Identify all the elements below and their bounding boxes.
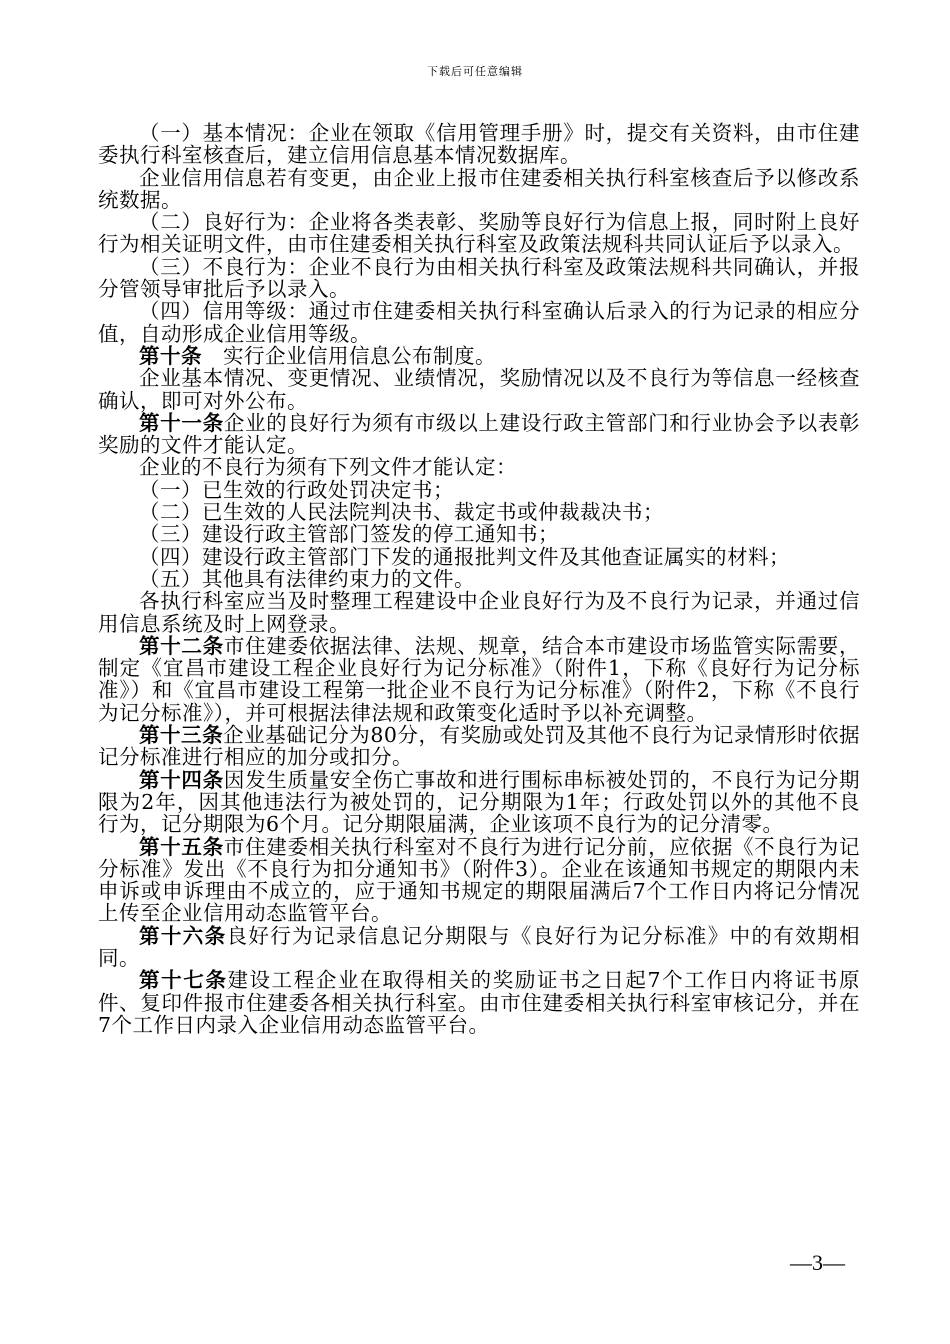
list-item: （二）已生效的人民法院判决书、裁定书或仲裁裁决书；	[139, 500, 664, 525]
article-number: 第十七条	[139, 968, 228, 993]
paragraph: （二）良好行为：企业将各类表彰、奖励等良好行为信息上报，同时附上良好行为相关证明文件，由市住建委相关执行科室及政策法规科共同认证后予以录入。	[98, 210, 860, 257]
paragraph: 企业基本情况、变更情况、业绩情况，奖励情况以及不良行为等信息一经核查确认，即可对外公布。	[98, 366, 860, 413]
article-number: 第十六条	[139, 923, 227, 948]
article-paragraph: 第十四条因发生质量安全伤亡事故和进行围标串标被处罚的，不良行为记分期限为2年，因其他违法行为被处罚的，记分期限为1年；行政处罚以外的其他不良行为，记分期限为6个月。记分期限届满，企业该项不良行为的记分清零。	[98, 767, 861, 837]
list-item: （一）已生效的行政处罚决定书；	[139, 477, 454, 502]
article-number: 第十四条	[139, 767, 224, 792]
paragraph: 各执行科室应当及时整理工程建设中企业良好行为及不良行为记录，并通过信用信息系统及时上网登录。	[98, 589, 860, 636]
article-number: 第十一条	[139, 410, 224, 435]
article-number: 第十二条	[139, 633, 224, 658]
paragraph: （三）不良行为：企业不良行为由相关执行科室及政策法规科共同确认，并报分管领导审批后予以录入。	[98, 254, 860, 302]
list-item: （五）其他具有法律约束力的文件。	[139, 566, 475, 591]
paragraph: 企业信用信息若有变更，由企业上报市住建委相关执行科室核查后予以修改系统数据。	[98, 165, 860, 212]
paragraph: 企业的不良行为须有下列文件才能认定：	[139, 455, 517, 480]
article-paragraph: 第十条 实行企业信用信息公布制度。	[139, 343, 496, 368]
article-number: 第十条	[139, 343, 202, 368]
article-paragraph: 第十六条良好行为记录信息记分期限与《良好行为记分标准》中的有效期相同。	[98, 923, 860, 970]
page-number: —3—	[790, 1250, 845, 1275]
article-number: 第十五条	[139, 834, 224, 859]
article-number: 第十三条	[139, 723, 224, 748]
article-paragraph: 第十二条市住建委依据法律、法规、规章，结合本市建设市场监管实际需要，制定《宜昌市建设工程企业良好行为记分标准》（附件1，下称《良好行为记分标准》）和《宜昌市建设工程第一批企业不良行为记分标准》（附件2，下称《不良行为记分标准》），并可根据法律法规和政策变化适时予以补充调整。	[98, 633, 861, 725]
article-paragraph: 第十五条市住建委相关执行科室对不良行为进行记分前，应依据《不良行为记分标准》发出《不良行为扣分通知书》（附件3）。企业在该通知书规定的期限内未申诉或申诉理由不成立的，应于通知书规定的期限届满后7个工作日内将记分情况上传至企业信用动态监管平台。	[98, 834, 861, 926]
document-body	[98, 122, 860, 1036]
article-paragraph: 第十一条企业的良好行为须有市级以上建设行政主管部门和行业协会予以表彰奖励的文件才能认定。	[98, 410, 861, 458]
list-item: （四）建设行政主管部门下发的通报批判文件及其他查证属实的材料；	[139, 544, 790, 569]
paragraph: （一）基本情况：企业在领取《信用管理手册》时，提交有关资料，由市住建委执行科室核查后，建立信用信息基本情况数据库。	[98, 121, 860, 168]
paragraph: （四）信用等级：通过市住建委相关执行科室确认后录入的行为记录的相应分值，自动形成企业信用等级。	[98, 299, 860, 346]
article-paragraph: 第十三条企业基础记分为80分，有奖励或处罚及其他不良行为记录情形时依据记分标准进行相应的加分或扣分。	[98, 723, 861, 770]
list-item: （三）建设行政主管部门签发的停工通知书；	[139, 522, 559, 547]
page-header: 下载后可任意编辑	[427, 65, 523, 78]
article-paragraph: 第十七条建设工程企业在取得相关的奖励证书之日起7个工作日内将证书原件、复印件报市住建委各相关执行科室。由市住建委相关执行科室审核记分，并在7个工作日内录入企业信用动态监管平台。	[98, 968, 860, 1037]
